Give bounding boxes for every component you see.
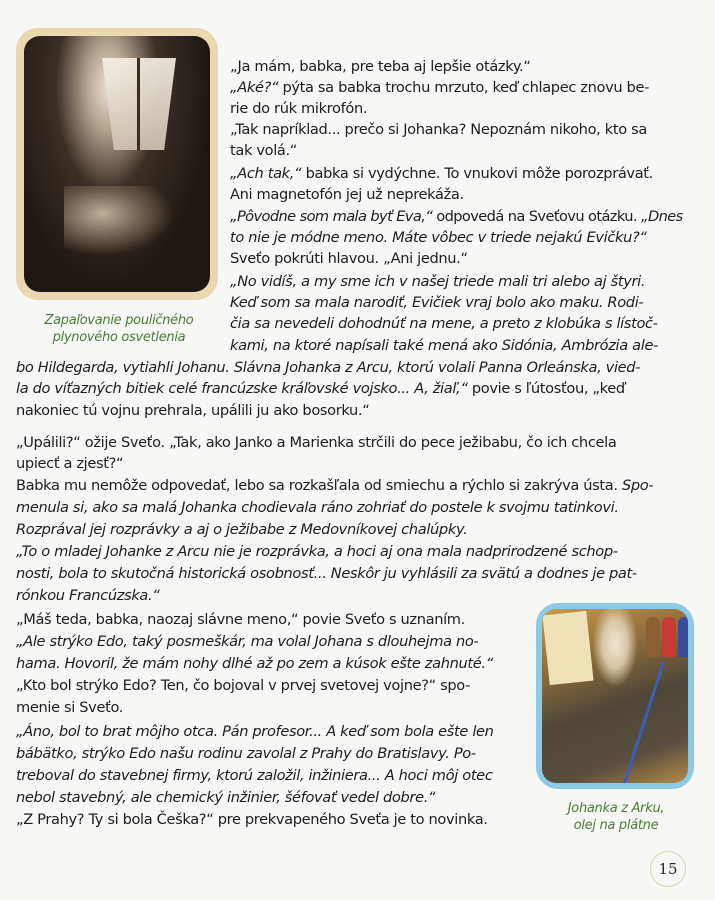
text-line: Keď som sa mala narodiť, Evičiek vraj bolo ako maku. Rodi- [230, 294, 644, 311]
text-line: nosti, bola to skutočná historická osobnosť... Neskôr ju vyhlásili za svätú a dodnes je pat- [16, 565, 637, 582]
text-line: tak volá.“ [230, 142, 298, 159]
saint-figure [662, 617, 676, 657]
street-lamp-photo-frame [16, 28, 218, 300]
text-line: „Ale strýko Edo, taký posmeškár, ma volal Johana s dlouhejma no- [16, 633, 479, 650]
text-line: Babka mu nemôže odpovedať, lebo sa rozkašľala od smiechu a rýchlo si zakrýva ústa. Spo- [16, 477, 654, 494]
text-line: Rozprával jej rozprávky a aj o ježibabe z Medovníkovej chalúpky. [16, 521, 468, 538]
text-line: „Tak napríklad... prečo si Johanka? Nepoznám nikoho, kto sa [230, 121, 647, 138]
page-number: 15 [650, 851, 686, 887]
text-line: bábätko, strýko Edo našu rodinu zavolal z Prahy do Bratislavy. Po- [16, 745, 476, 762]
text-line: to nie je módne meno. Máte vôbec v triede nejakú Evičku?“ [230, 229, 647, 246]
text-line: hama. Hovoril, že mám nohy dlhé až po zem a kúsok ešte zahnuté.“ [16, 655, 493, 672]
text-line: nebol stavebný, ale chemický inžinier, šéfovať vedel dobre.“ [16, 789, 436, 806]
banner-icon [542, 611, 593, 685]
text-line: upiecť a zjesť?“ [16, 455, 124, 472]
text-line: „No vidíš, a my sme ich v našej triede mali tri alebo aj štyri. [230, 273, 646, 290]
street-lamp-photo [24, 36, 210, 292]
caption-line: Zapaľovanie pouličného [44, 313, 194, 328]
joan-of-arc-painting-frame [536, 603, 694, 789]
text-line: menie si Sveťo. [16, 699, 124, 716]
saint-figure [678, 617, 688, 657]
text-line: „Pôvodne som mala byť Eva,“ odpovedá na Sveťovu otázku. „Dnes [230, 208, 683, 225]
figure-caption-1 [14, 312, 224, 346]
text-line: „Aké?“ pýta sa babka trochu mrzuto, keď chlapec znovu be- [230, 79, 650, 96]
text-line: Sveťo pokrúti hlavou. „Ani jednu.“ [230, 250, 468, 267]
figure-caption-2 [528, 800, 704, 834]
joan-of-arc-painting [542, 609, 688, 783]
lamplighter-figure [64, 186, 174, 256]
text-line: rie do rúk mikrofón. [230, 100, 368, 117]
text-line: kami, na ktoré napísali také mená ako Sidónia, Ambrózia ale- [230, 337, 658, 354]
text-line: „Kto bol strýko Edo? Ten, čo bojoval v prvej svetovej vojne?“ spo- [16, 677, 471, 694]
text-line: la do víťazných bitiek celé francúzske kráľovské vojsko... A, žiaľ,“ povie s ľútosťou, „keď [16, 380, 625, 397]
text-line: treboval do stavebnej firmy, ktorú založil, inžiniera... A hoci môj otec [16, 767, 493, 784]
lamp-frame [137, 58, 140, 150]
text-line: „Ach tak,“ babka si vydýchne. To vnukovi môže porozprávať. [230, 165, 653, 182]
text-line: čia sa nevedeli dohodnúť na mene, a preto z klobúka s lístoč- [230, 315, 658, 332]
caption-line: plynového osvetlenia [52, 330, 186, 345]
text-line: menula si, ako sa malá Johanka chodievala ráno zohriať do postele k svojmu tatinkovi. [16, 499, 619, 516]
staff-icon [622, 662, 665, 783]
text-line: nakoniec tú vojnu prehrala, upálili ju ako bosorku.“ [16, 402, 370, 419]
text-line: „Z Prahy? Ty si bola Češka?“ pre prekvapeného Sveťa je to novinka. [16, 811, 488, 828]
text-line: „Ja mám, babka, pre teba aj lepšie otázky.“ [230, 58, 531, 75]
text-line: „Upálili?“ ožije Sveťo. „Tak, ako Janko a Marienka strčili do pece ježibabu, čo ich chcela [16, 434, 617, 451]
text-line: „To o mladej Johanke z Arcu nie je rozprávka, a hoci aj ona mala nadprirodzené schop- [16, 543, 618, 560]
text-line: rónkou Francúzska.“ [16, 587, 160, 604]
caption-line: Johanka z Arku, [567, 801, 665, 816]
text-line: „Máš teda, babka, naozaj slávne meno,“ povie Sveťo s uznaním. [16, 611, 465, 628]
saint-figure [646, 617, 660, 657]
text-line: Ani magnetofón jej už neprekáža. [230, 186, 464, 203]
text-line: „Áno, bol to brat môjho otca. Pán profesor... A keď som bola ešte len [16, 723, 494, 740]
caption-line: olej na plátne [573, 818, 659, 833]
text-line: bo Hildegarda, vytiahli Johanu. Slávna Johanka z Arcu, ktorú volali Panna Orleánska, vied- [16, 359, 641, 376]
